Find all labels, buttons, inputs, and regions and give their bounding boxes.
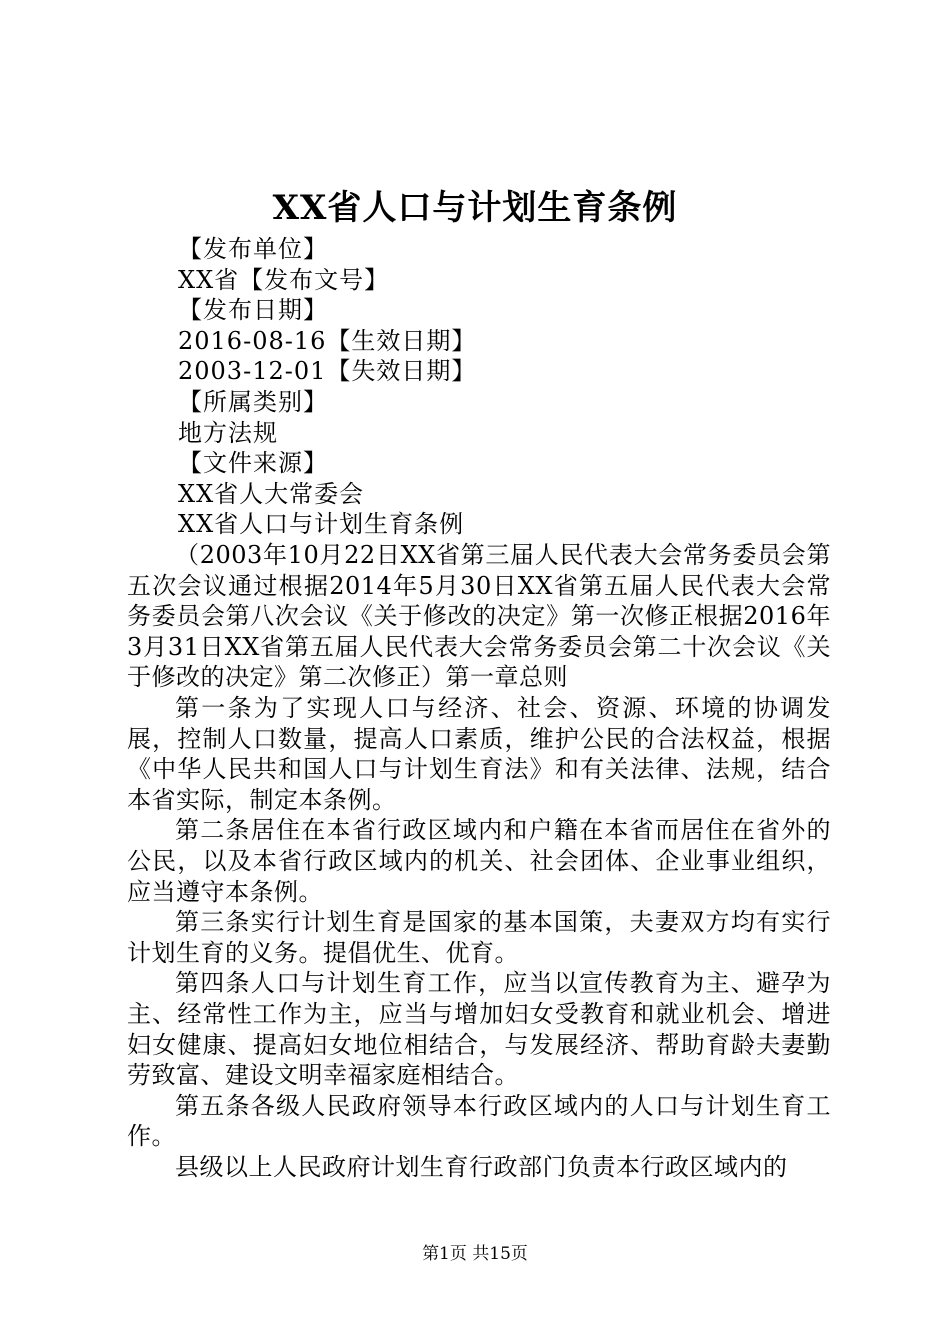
body-paragraph: 第一条为了实现人口与经济、社会、资源、环境的协调发展，控制人口数量，提高人口素质，维护公民的合法权益，根据《中华人民共和国人口与计划生育法》和有关法律、法规，结合本省实际，制定本条例。	[127, 693, 831, 814]
meta-line: XX省【发布文号】	[178, 265, 390, 294]
body-paragraph: 县级以上人民政府计划生育行政部门负责本行政区域内的	[175, 1152, 788, 1181]
meta-line: 【发布单位】	[178, 235, 328, 263]
meta-line: XX省人大常委会	[178, 479, 365, 508]
meta-line: 地方法规	[178, 418, 278, 447]
document-title: XX省人口与计划生育条例	[272, 188, 678, 228]
meta-line: 【所属类别】	[178, 387, 328, 416]
meta-line: 2016-08-16【生效日期】	[178, 326, 477, 355]
meta-line: 2003-12-01【失效日期】	[178, 357, 477, 386]
document-meta-list	[178, 234, 858, 540]
body-paragraph: 第二条居住在本省行政区域内和户籍在本省而居住在省外的公民，以及本省行政区域内的机关、社会团体、企业事业组织，应当遵守本条例。	[127, 816, 831, 906]
body-paragraph: 第五条各级人民政府领导本行政区域内的人口与计划生育工作。	[127, 1091, 831, 1151]
meta-line: 【文件来源】	[178, 449, 328, 478]
page-footer: 第1页 共15页	[422, 1244, 528, 1264]
body-paragraph: （2003年10月22日XX省第三届人民代表大会常务委员会第五次会议通过根据2014年5月30日XX省第五届人民代表大会常务委员会第八次会议《关于修改的决定》第一次修正根据2016年3月31日XX省第五届人民代表大会常务委员会第二十次会议《关于修改的决定》第二次修正）第一章总则	[127, 541, 831, 692]
body-paragraph: 第三条实行计划生育是国家的基本国策，夫妻双方均有实行计划生育的义务。提倡优生、优育。	[127, 908, 831, 967]
meta-line: XX省人口与计划生育条例	[178, 510, 465, 539]
document-body	[127, 540, 831, 1182]
meta-line: 【发布日期】	[178, 296, 328, 325]
body-paragraph: 第四条人口与计划生育工作，应当以宣传教育为主、避孕为主、经常性工作为主，应当与增加妇女受教育和就业机会、增进妇女健康、提高妇女地位相结合，与发展经济、帮助育龄夫妻勤劳致富、建设文明幸福家庭相结合。	[127, 969, 831, 1090]
